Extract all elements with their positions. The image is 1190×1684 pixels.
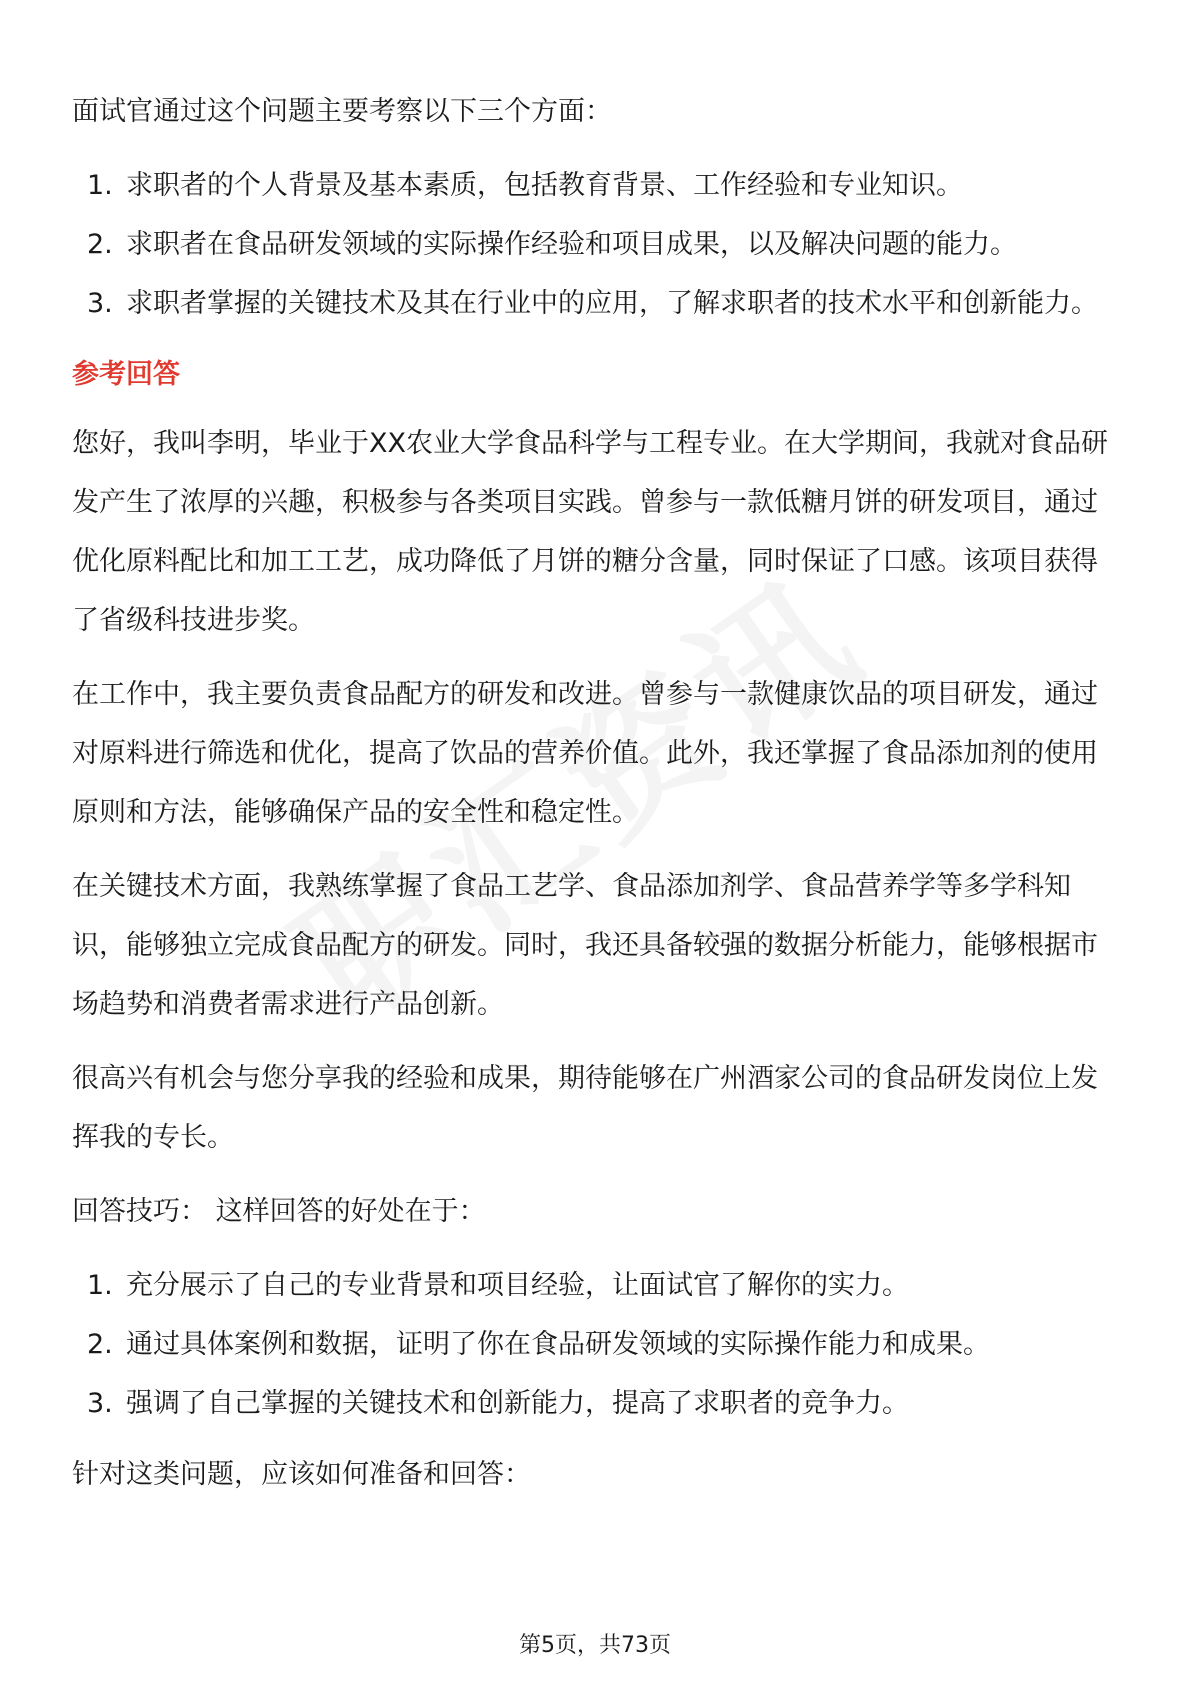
list-item: [72, 274, 1122, 333]
list-number: 3.: [87, 288, 113, 319]
aspects-list: [72, 156, 1122, 333]
list-number: 1.: [87, 170, 113, 201]
page-content: [72, 82, 1122, 1504]
list-item: [72, 1374, 1122, 1433]
answer-paragraph: 在关键技术方面，我熟练掌握了食品工艺学、食品添加剂学、食品营养学等多学科知识，能够独立完成食品配方的研发。同时，我还具备较强的数据分析能力，能够根据市场趋势和消费者需求进行产品创新。: [72, 871, 1098, 1020]
list-item-text: 通过具体案例和数据，证明了你在食品研发领域的实际操作能力和成果。: [126, 1329, 990, 1360]
answer-paragraph: 在工作中，我主要负责食品配方的研发和改进。曾参与一款健康饮品的项目研发，通过对原料进行筛选和优化，提高了饮品的营养价值。此外，我还掌握了食品添加剂的使用原则和方法，能够确保产品的安全性和稳定性。: [72, 679, 1098, 828]
answer-paragraph: 您好，我叫李明，毕业于XX农业大学食品科学与工程专业。在大学期间，我就对食品研发产生了浓厚的兴趣，积极参与各类项目实践。曾参与一款低糖月饼的研发项目，通过优化原料配比和加工工艺，成功降低了月饼的糖分含量，同时保证了口感。该项目获得了省级科技进步奖。: [72, 428, 1108, 636]
list-item: [72, 1315, 1122, 1374]
list-item-text: 充分展示了自己的专业背景和项目经验，让面试官了解你的实力。: [126, 1270, 909, 1301]
list-number: 2.: [87, 229, 113, 260]
list-item-text: 强调了自己掌握的关键技术和创新能力，提高了求职者的竞争力。: [126, 1388, 909, 1419]
list-number: 3.: [87, 1388, 113, 1419]
list-item-text: 求职者掌握的关键技术及其在行业中的应用，了解求职者的技术水平和创新能力。: [126, 288, 1098, 319]
prepare-intro: 针对这类问题，应该如何准备和回答：: [72, 1459, 531, 1490]
list-item-text: 求职者的个人背景及基本素质，包括教育背景、工作经验和专业知识。: [126, 170, 963, 201]
list-item: [72, 156, 1122, 215]
list-number: 2.: [87, 1329, 113, 1360]
page-footer: 第5页，共73页: [519, 1633, 671, 1658]
answer-paragraph: 很高兴有机会与您分享我的经验和成果，期待能够在广州酒家公司的食品研发岗位上发挥我的专长。: [72, 1063, 1098, 1153]
list-item-text: 求职者在食品研发领域的实际操作经验和项目成果，以及解决问题的能力。: [126, 229, 1017, 260]
tips-intro: 回答技巧： 这样回答的好处在于：: [72, 1196, 486, 1227]
aspects-intro: 面试官通过这个问题主要考察以下三个方面：: [72, 96, 612, 127]
list-number: 1.: [87, 1270, 113, 1301]
list-item: [72, 1256, 1122, 1315]
list-item: [72, 215, 1122, 274]
reference-answer-title: 参考回答: [72, 359, 180, 390]
tips-list: [72, 1256, 1122, 1433]
